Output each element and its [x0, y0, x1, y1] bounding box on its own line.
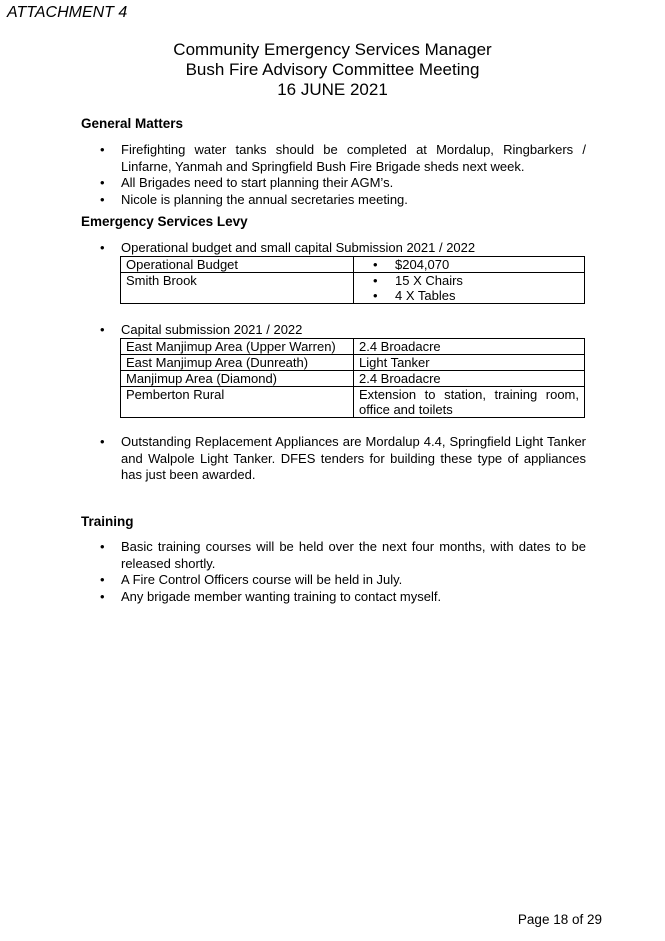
table-cell: Operational Budget: [121, 257, 354, 273]
outstanding-list: [100, 434, 586, 484]
capital-intro-list: [100, 322, 586, 339]
table-cell-value: • 4 X Tables: [359, 288, 579, 303]
table-row: [121, 387, 585, 418]
budget-intro-list: [100, 240, 586, 257]
table-cell: [354, 273, 585, 304]
table-row: [121, 355, 585, 371]
document-title: [0, 40, 665, 100]
attachment-label: ATTACHMENT 4: [7, 4, 128, 21]
table-cell: Smith Brook: [121, 273, 354, 304]
table-row: [121, 257, 585, 273]
table-cell: Pemberton Rural: [121, 387, 354, 418]
list-item: • Any brigade member wanting training to contact myself.: [100, 589, 586, 606]
capital-table: [120, 338, 585, 418]
emergency-services-levy-heading: Emergency Services Levy: [81, 214, 248, 229]
table-cell: Light Tanker: [354, 355, 585, 371]
list-item: • Capital submission 2021 / 2022: [100, 322, 586, 339]
title-line-1: Community Emergency Services Manager: [173, 40, 492, 59]
table-cell-value: • 15 X Chairs: [359, 273, 579, 288]
training-heading: Training: [81, 514, 134, 529]
table-cell: Manjimup Area (Diamond): [121, 371, 354, 387]
budget-table: [120, 256, 585, 304]
title-line-3: 16 JUNE 2021: [277, 80, 388, 99]
table-row: [121, 273, 585, 304]
table-cell: 2.4 Broadacre: [354, 371, 585, 387]
title-line-2: Bush Fire Advisory Committee Meeting: [185, 60, 480, 79]
table-row: [121, 371, 585, 387]
general-matters-list: [100, 142, 586, 208]
table-cell: 2.4 Broadacre: [354, 339, 585, 355]
list-item: • A Fire Control Officers course will be held in July.: [100, 572, 586, 589]
table-row: [121, 339, 585, 355]
list-item: • Basic training courses will be held over the next four months, with dates to be released shortly.: [100, 539, 586, 572]
general-matters-heading: General Matters: [81, 116, 184, 131]
table-cell: [354, 257, 585, 273]
list-item: • Outstanding Replacement Appliances are Mordalup 4.4, Springfield Light Tanker and Walpole Light Tanker. DFES tenders for building these type of appliances has just been awarded.: [100, 434, 586, 484]
list-item: • Firefighting water tanks should be completed at Mordalup, Ringbarkers / Linfarne, Yanmah and Springfield Bush Fire Brigade sheds next week.: [100, 142, 586, 175]
list-item: • Nicole is planning the annual secretaries meeting.: [100, 192, 586, 209]
table-cell: East Manjimup Area (Dunreath): [121, 355, 354, 371]
list-item: • Operational budget and small capital Submission 2021 / 2022: [100, 240, 586, 257]
table-cell: East Manjimup Area (Upper Warren): [121, 339, 354, 355]
page-number: Page 18 of 29: [517, 912, 602, 927]
table-cell: Extension to station, training room, office and toilets: [354, 387, 585, 418]
list-item: • All Brigades need to start planning their AGM’s.: [100, 175, 586, 192]
training-list: [100, 539, 586, 605]
table-cell-value: • $204,070: [359, 257, 579, 272]
